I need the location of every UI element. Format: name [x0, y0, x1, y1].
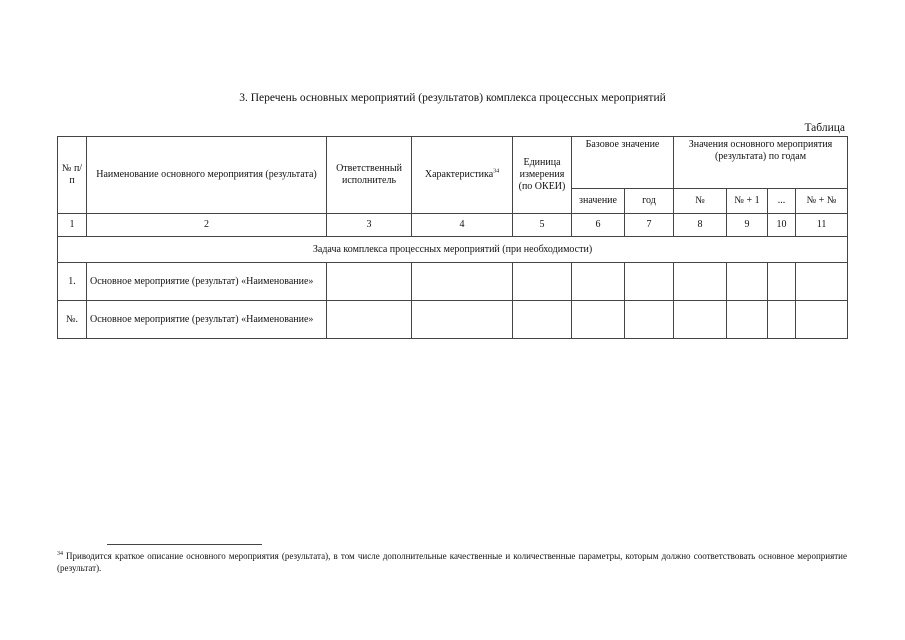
header-year-n1: № + 1: [727, 189, 768, 214]
header-num: № п/п: [58, 137, 87, 214]
table-row: [58, 301, 848, 339]
header-base-year: год: [625, 189, 674, 214]
header-year-dots: ...: [768, 189, 796, 214]
column-number: 9: [727, 214, 768, 237]
empty-cell: [572, 263, 625, 301]
empty-cell: [412, 263, 513, 301]
row-num: №.: [58, 301, 87, 339]
header-unit: Единица измерения (по ОКЕИ): [513, 137, 572, 214]
column-number: 10: [768, 214, 796, 237]
footnote-text: Приводится краткое описание основного мероприятия (результата), в том числе дополнительные качественные и количественные параметры, которым должно соответствовать основное мероприятие (результат).: [57, 551, 847, 573]
column-number-row: [58, 214, 848, 237]
empty-cell: [572, 301, 625, 339]
section-row: [58, 237, 848, 263]
row-name: Основное мероприятие (результат) «Наименование»: [87, 263, 327, 301]
footnote: [57, 551, 847, 574]
footnote-ref: 34: [493, 168, 500, 175]
empty-cell: [412, 301, 513, 339]
header-base: Базовое значение: [572, 137, 674, 189]
column-number: 5: [513, 214, 572, 237]
empty-cell: [674, 301, 727, 339]
table-label: Таблица: [804, 122, 845, 134]
header-year-nn: № + №: [796, 189, 848, 214]
empty-cell: [796, 301, 848, 339]
row-num: 1.: [58, 263, 87, 301]
header-responsible: Ответственный исполнитель: [327, 137, 412, 214]
header-name: Наименование основного мероприятия (результата): [87, 137, 327, 214]
column-number: 11: [796, 214, 848, 237]
empty-cell: [768, 301, 796, 339]
empty-cell: [327, 301, 412, 339]
footnote-divider: [107, 544, 262, 545]
section-row-label: Задача комплекса процессных мероприятий (при необходимости): [58, 237, 848, 263]
empty-cell: [768, 263, 796, 301]
empty-cell: [513, 263, 572, 301]
header-characteristic-label: Характеристика: [424, 169, 494, 180]
header-base-value: значение: [572, 189, 625, 214]
header-characteristic: [412, 137, 513, 214]
header-values: Значения основного мероприятия (результата) по годам: [674, 137, 848, 189]
empty-cell: [674, 263, 727, 301]
empty-cell: [513, 301, 572, 339]
empty-cell: [327, 263, 412, 301]
header-year-n: №: [674, 189, 727, 214]
empty-cell: [727, 263, 768, 301]
empty-cell: [625, 263, 674, 301]
header-row-1: [58, 137, 848, 189]
column-number: 2: [87, 214, 327, 237]
column-number: 4: [412, 214, 513, 237]
empty-cell: [727, 301, 768, 339]
table-row: [58, 263, 848, 301]
column-number: 6: [572, 214, 625, 237]
empty-cell: [625, 301, 674, 339]
activities-table: [57, 136, 848, 339]
column-number: 1: [58, 214, 87, 237]
empty-cell: [796, 263, 848, 301]
column-number: 7: [625, 214, 674, 237]
column-number: 8: [674, 214, 727, 237]
footnote-mark: 34: [57, 551, 63, 557]
column-number: 3: [327, 214, 412, 237]
row-name: Основное мероприятие (результат) «Наименование»: [87, 301, 327, 339]
document-title: 3. Перечень основных мероприятий (результатов) комплекса процессных мероприятий: [239, 92, 666, 104]
